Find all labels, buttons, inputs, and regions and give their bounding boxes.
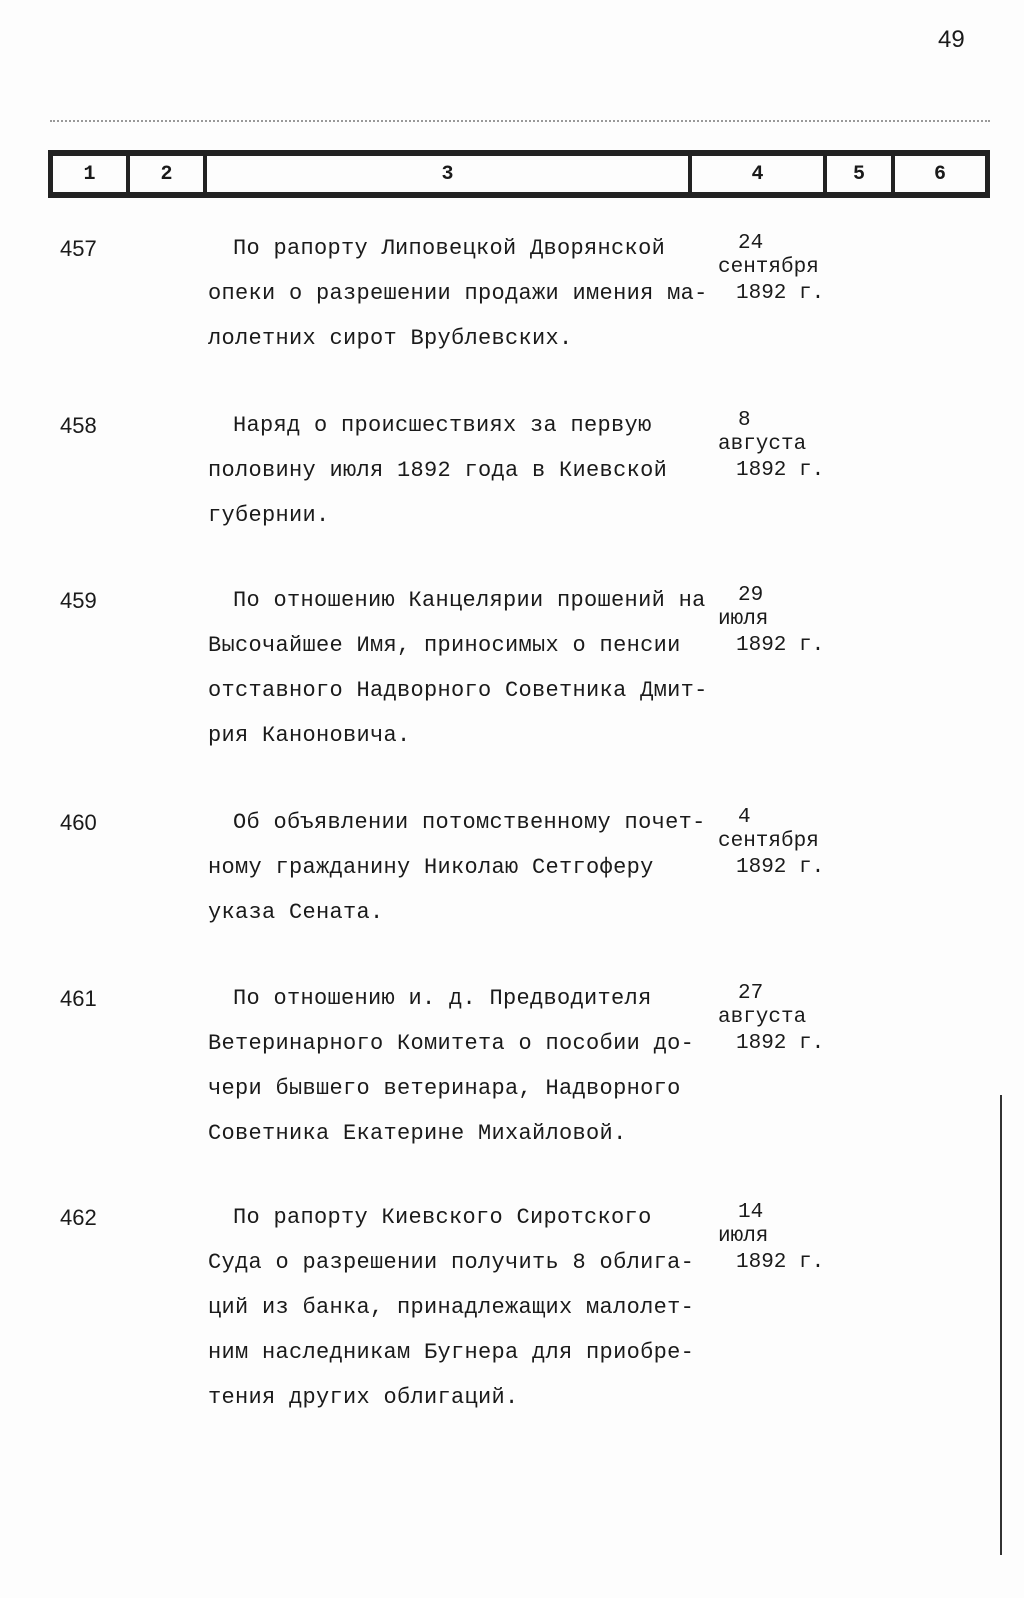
date-month: июля [718,1225,769,1248]
description-line: По отношению Канцелярии прошений на [233,588,706,613]
record-number: 457 [60,236,97,261]
description-line: ций из банка, принадлежащих малолет- [208,1295,695,1320]
description-line: Суда о разрешении получить 8 облига- [208,1250,695,1275]
column-header-6: 6 [933,162,946,186]
date-day: 27 [738,982,764,1005]
description-line: указа Сената. [208,900,384,925]
date-month: июля [718,608,769,631]
column-header-3: 3 [207,156,692,192]
date-day: 29 [738,584,764,607]
description-line: рия Каноновича. [208,723,411,748]
description-line: Высочайшее Имя, приносимых о пенсии [208,633,681,658]
date-month: августа [718,1006,807,1029]
column-header-1: 1 [53,156,130,192]
date-year: 1892 г. [736,282,825,305]
record-description [208,588,708,768]
date-year: 1892 г. [736,856,825,879]
record-description [208,236,708,371]
description-line: лолетних сирот Врублевских. [208,326,573,351]
record-description [208,810,706,945]
description-line: По рапорту Липовецкой Дворянской [233,236,666,261]
date-day: 14 [738,1201,764,1224]
record-number: 460 [60,810,97,835]
date-month: сентября [718,830,819,853]
date-year: 1892 г. [736,1032,825,1055]
date-day: 24 [738,232,764,255]
record-number: 462 [60,1205,97,1230]
column-header-4: 4 [692,156,827,192]
description-line: По отношению и. д. Предводителя [233,986,652,1011]
column-header-table [48,150,990,198]
record-number: 458 [60,413,97,438]
description-line: тения других облигаций. [208,1385,519,1410]
date-day: 8 [738,409,751,432]
record-number: 459 [60,588,97,613]
record-description [208,1205,694,1430]
description-line: По рапорту Киевского Сиротского [233,1205,652,1230]
description-line: отставного Надворного Советника Дмит- [208,678,708,703]
scan-edge-line [1000,1095,1002,1555]
record-description [208,986,694,1166]
record-description [208,413,667,548]
description-line: Об объявлении потомственному почет- [233,810,706,835]
description-line: ному гражданину Николаю Сетгоферу [208,855,654,880]
description-line: ним наследникам Бугнера для приобре- [208,1340,695,1365]
description-line: опеки о разрешении продажи имения ма- [208,281,708,306]
description-line: чери бывшего ветеринара, Надворного [208,1076,681,1101]
description-line: Советника Екатерине Михайловой. [208,1121,627,1146]
description-line: Ветеринарного Комитета о пособии до- [208,1031,695,1056]
date-year: 1892 г. [736,459,825,482]
page-number: 49 [938,26,965,53]
description-line: губернии. [208,503,330,528]
description-line: Наряд о происшествиях за первую [233,413,652,438]
date-month: августа [718,433,807,456]
date-day: 4 [738,806,751,829]
date-year: 1892 г. [736,634,825,657]
dotted-rule [50,120,990,122]
column-header-5: 5 [827,156,895,192]
date-month: сентября [718,256,819,279]
description-line: половину июля 1892 года в Киевской [208,458,668,483]
record-number: 461 [60,986,97,1011]
column-header-2: 2 [130,156,207,192]
date-year: 1892 г. [736,1251,825,1274]
